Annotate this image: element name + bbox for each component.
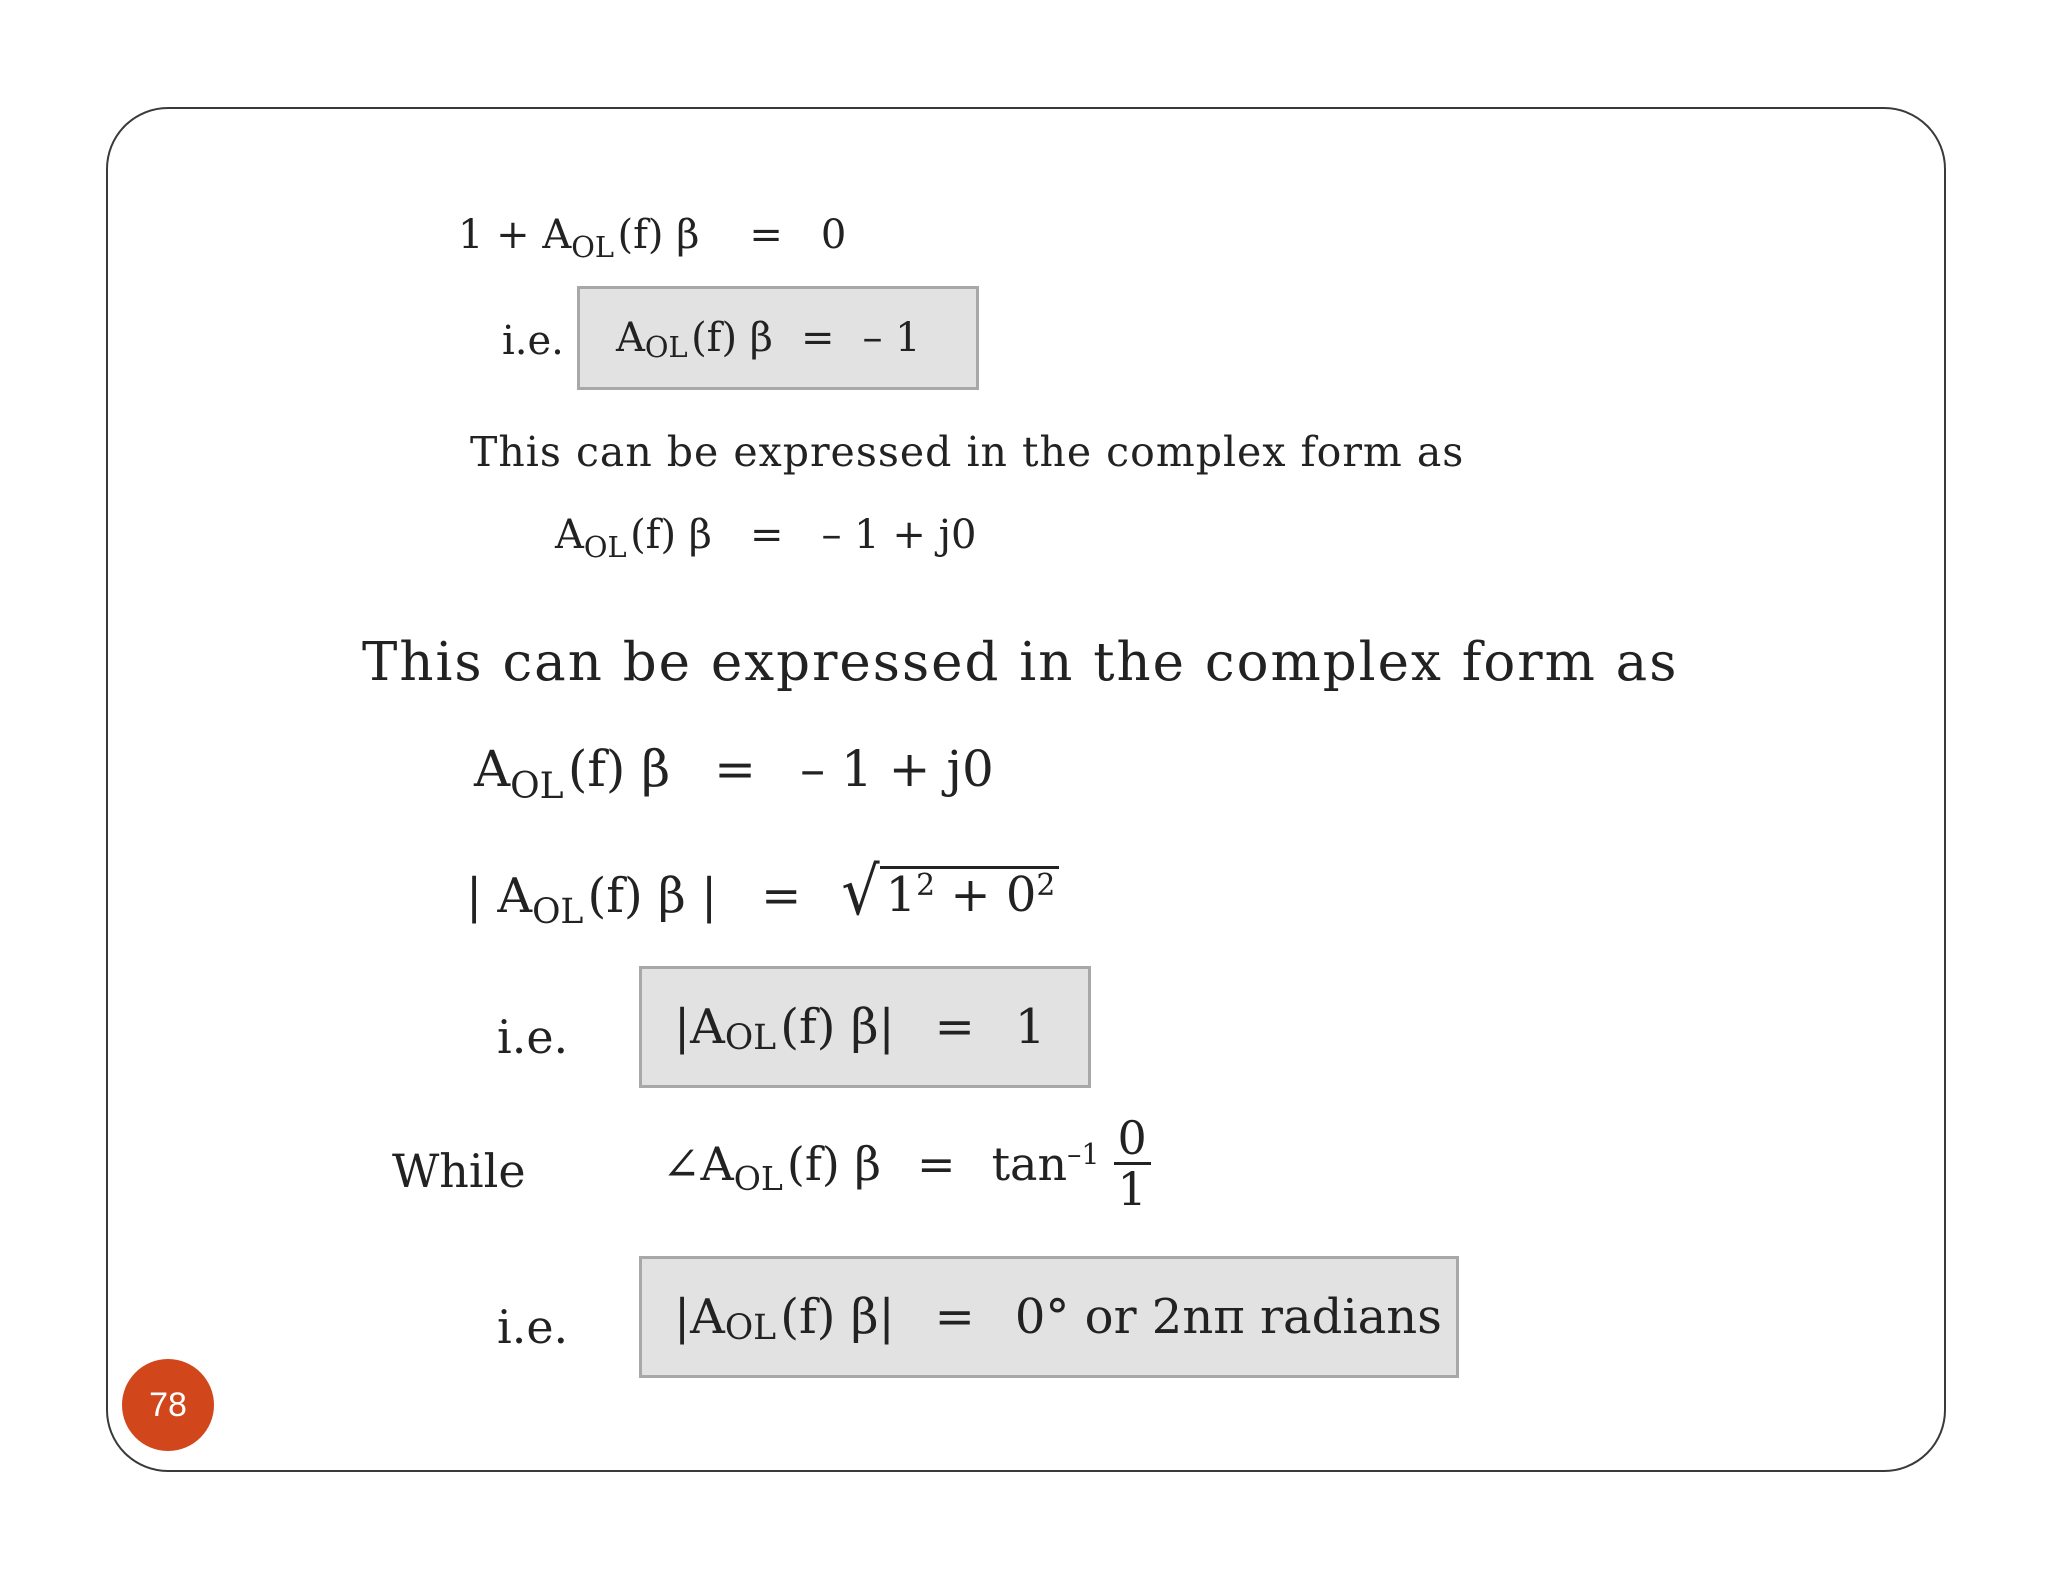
boxed-equation-top <box>577 286 979 390</box>
eq-rest: (f) β| <box>780 1289 895 1345</box>
sentence-top: This can be expressed in the complex form as <box>470 428 1465 476</box>
eq-rest: (f) β <box>567 740 671 798</box>
ie-label-main-2: i.e. <box>497 1300 569 1354</box>
page-number-badge: 78 <box>122 1359 214 1451</box>
eq-prefix: | A <box>466 868 533 924</box>
boxed-equation-phase <box>639 1256 1459 1378</box>
eq-subscript: OL <box>733 1159 783 1199</box>
equation-top-1 <box>458 212 847 265</box>
while-label: While <box>392 1144 526 1198</box>
eq-rest: (f) β <box>691 315 773 361</box>
eq-rhs: – 1 + j0 <box>800 740 994 798</box>
fraction-denominator: 1 <box>1117 1162 1147 1217</box>
eq-subscript: OL <box>724 1308 777 1349</box>
eq-function-exponent: –1 <box>1067 1138 1100 1172</box>
sqrt-icon: √ <box>841 853 880 931</box>
equation-top-3 <box>555 512 977 565</box>
ie-label-main-1: i.e. <box>497 1010 569 1064</box>
eq-subscript: OL <box>644 330 688 365</box>
equation-main-angle <box>662 1111 1151 1217</box>
sqrt-term-a: 1 <box>885 867 917 924</box>
eq-prefix: |A <box>674 999 725 1055</box>
eq-equals: = <box>761 868 802 924</box>
eq-rest: (f) β | <box>587 868 718 924</box>
eq-rhs: 0° or 2nπ radians <box>1014 1289 1442 1345</box>
sqrt-radicand <box>880 866 1060 922</box>
eq-subscript: OL <box>571 230 615 265</box>
eq-equals: = <box>934 999 975 1055</box>
eq-equals: = <box>800 315 835 361</box>
eq-prefix: |A <box>674 1289 725 1345</box>
eq-prefix: A <box>555 512 584 558</box>
eq-equals: = <box>749 512 784 558</box>
eq-prefix: 1 + A <box>458 212 572 258</box>
eq-subscript: OL <box>583 530 627 565</box>
eq-function: tan <box>991 1136 1068 1191</box>
ie-label-top: i.e. <box>502 318 564 364</box>
eq-prefix: ∠A <box>662 1136 734 1191</box>
eq-rest: (f) β <box>617 212 700 258</box>
eq-subscript: OL <box>724 1018 777 1059</box>
eq-subscript: OL <box>532 892 584 933</box>
square-root <box>841 853 1059 931</box>
eq-prefix: A <box>616 315 645 361</box>
equation-main-1 <box>474 740 994 807</box>
eq-prefix: A <box>474 740 511 798</box>
eq-rhs: 1 <box>1014 999 1046 1055</box>
eq-rest: (f) β| <box>780 999 895 1055</box>
eq-equals: = <box>749 212 783 258</box>
eq-equals: = <box>714 740 757 798</box>
angle-expression <box>662 1136 1100 1199</box>
eq-rest: (f) β <box>786 1136 882 1191</box>
sqrt-operator: + <box>935 867 1006 924</box>
eq-rhs: – 1 <box>862 315 921 361</box>
equation-main-2 <box>466 853 1059 933</box>
eq-rhs: – 1 + j0 <box>821 512 977 558</box>
eq-rhs: 0 <box>820 212 847 258</box>
eq-equals: = <box>917 1136 956 1191</box>
sqrt-term-b-exponent: 2 <box>1036 867 1056 903</box>
eq-rest: (f) β <box>630 512 712 558</box>
eq-equals: = <box>934 1289 975 1345</box>
boxed-equation-magnitude <box>639 966 1091 1088</box>
fraction <box>1114 1111 1151 1217</box>
sqrt-term-a-exponent: 2 <box>916 867 936 903</box>
fraction-numerator: 0 <box>1114 1114 1151 1165</box>
sentence-main: This can be expressed in the complex form as <box>362 632 1679 693</box>
eq-subscript: OL <box>510 765 564 807</box>
sqrt-term-b: 0 <box>1005 867 1037 924</box>
